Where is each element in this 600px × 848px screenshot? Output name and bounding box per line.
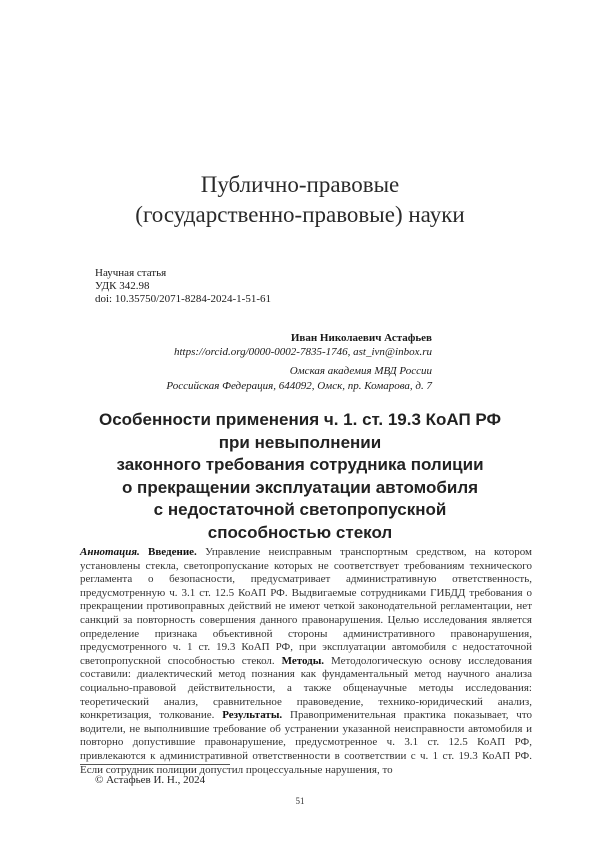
- udc-code: УДК 342.98: [95, 280, 150, 292]
- title-line-4: о прекращении эксплуатации автомобиля: [121, 477, 479, 497]
- introduction-text: Управление неисправным транспортным средством, на котором установлены стекла, светопропускание которых не соответствует требованиям технического регламента о безопасности, предусматривает административную ответственность, предусмотренную ч. 3.1 ст. 12.5 КоАП РФ. Выдвигаемые сотрудниками ГИБДД требования о прекращении противоправных действий не имеют четкой законодательной регламентации, нет санкций за повторность совершения данного правонарушения. Целью исследования является определение признака объективной стороны административного правонарушения, предусмотренного ч. 1 ст. 19.3 КоАП РФ, при эксплуатации автомобиля с недостаточной светопропускной способностью стекол.: [80, 546, 533, 667]
- results-text: Правоприменительная практика показывает, что водители, не выполнившие требование об устранении указанной неисправности автомобиля и повторно допустившие правонарушение, предусмотренное ч. 3.1 ст. 12.5 КоАП РФ, привлекаются к административной ответственности в соответствии с ч. 1 ст. 19.3 КоАП РФ. Если сотрудник полиции допустил процессуальные нарушения, то: [80, 709, 533, 776]
- introduction-label: Введение.: [148, 546, 197, 558]
- title-line-6: способностью стекол: [207, 522, 393, 542]
- title-line-5: с недостаточной светопропускной: [153, 500, 447, 519]
- results-label: Результаты.: [222, 709, 283, 722]
- author-name: Иван Николаевич Астафьев: [290, 332, 432, 344]
- title-line-2: при невыполнении: [218, 432, 382, 452]
- page-number: 51: [295, 796, 305, 806]
- doi: doi: 10.35750/2071-8284-2024-1-51-61: [95, 293, 271, 305]
- section-heading: [0, 170, 600, 230]
- methods-text: Методологическую основу исследования составили: диалектический метод познания как фундаментальный метод научного анализа социально-правовой действительности, а также общенаучные методы исследования: теоретический анализ, сравнительное правоведение, технико-юридический анализ, конкретизация, толкование.: [80, 654, 533, 722]
- author-block: [174, 331, 432, 359]
- section-heading-line-1: Публично-правовые: [200, 172, 400, 197]
- author-contact: https://orcid.org/0000-0002-7835-1746, ast_ivn@inbox.ru: [173, 346, 432, 358]
- affiliation-line-1: Омская академия МВД России: [289, 365, 432, 377]
- title-line-1: Особенности применения ч. 1. ст. 19.3 КоАП РФ: [98, 410, 502, 429]
- affiliation-block: [166, 364, 432, 394]
- affiliation-line-2: Российская Федерация, 644092, Омск, пр. Комарова, д. 7: [166, 380, 432, 392]
- title-line-3: законного требования сотрудника полиции: [116, 455, 484, 474]
- section-heading-line-2: (государственно-правовые) науки: [135, 202, 465, 227]
- footnote-divider: [80, 764, 230, 765]
- methods-label: Методы.: [281, 654, 325, 667]
- article-type: Научная статья: [95, 267, 167, 279]
- article-title: [80, 409, 520, 544]
- abstract-label: Аннотация.: [80, 546, 140, 558]
- abstract: [80, 546, 532, 777]
- article-meta: [95, 267, 271, 306]
- copyright: © Астафьев И. Н., 2024: [95, 774, 206, 786]
